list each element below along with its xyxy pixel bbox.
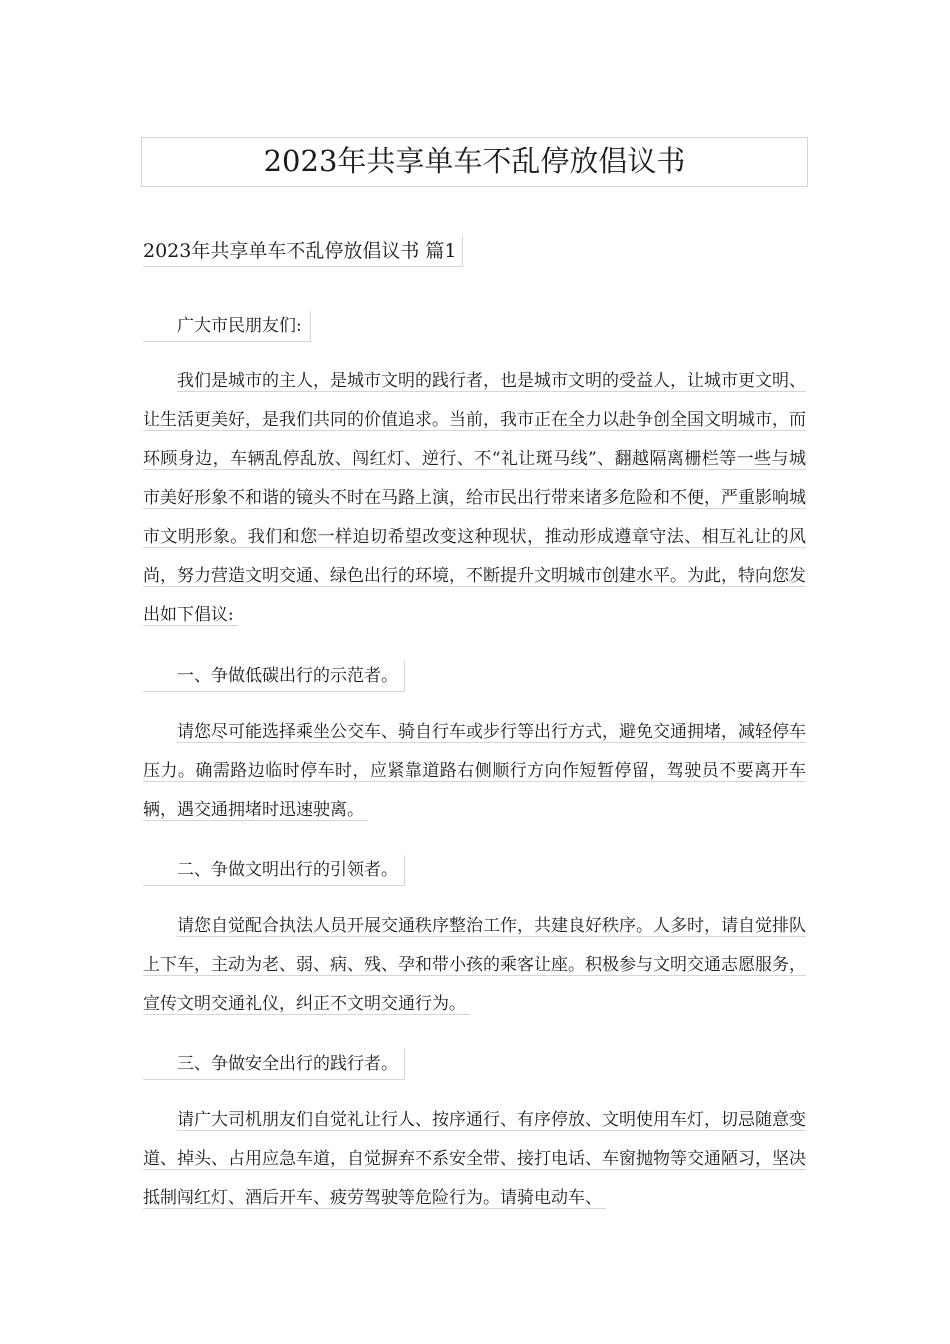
document-subtitle: 2023年共享单车不乱停放倡议书 篇1 — [143, 236, 463, 267]
intro-paragraph-text: 我们是城市的主人，是城市文明的践行者，也是城市文明的受益人，让城市更文明、让生活更美好，是我们共同的价值追求。当前，我市正在全力以赴争创全国文明城市，而环顾身边，车辆乱停乱放、闯红灯、逆行、不“礼让斑马线”、翻越隔离栅栏等一些与城市美好形象不和谐的镜头不时在马路上演，给市民出行带来诸多危险和不便，严重影响城市文明形象。我们和您一样迫切希望改变这种现状，推动形成遵章守法、相互礼让的风尚，努力营造文明交通、绿色出行的环境，不断提升文明城市创建水平。为此，特向您发出如下倡议: — [143, 371, 806, 625]
greeting: 广大市民朋友们: — [143, 311, 311, 342]
section-body-2 — [143, 907, 806, 1024]
document-title — [141, 137, 808, 187]
section-body-2-text: 请您自觉配合执法人员开展交通秩序整治工作，共建良好秩序。人多时，请自觉排队上下车，主动为老、弱、病、残、孕和带小孩的乘客让座。积极参与文明交通志愿服务，宣传文明交通礼仪，纠正不文明交通行为。 — [143, 916, 806, 1014]
section-body-1 — [143, 713, 806, 830]
section-body-3-text: 请广大司机朋友们自觉礼让行人、按序通行、有序停放、文明使用车灯，切忌随意变道、掉头、占用应急车道，自觉摒弃不系安全带、接打电话、车窗抛物等交通陋习，坚决抵制闯红灯、酒后开车、疲劳驾驶等危险行为。请骑电动车、 — [143, 1110, 806, 1208]
intro-paragraph — [143, 362, 806, 635]
section-heading-1: 一、争做低碳出行的示范者。 — [143, 661, 405, 692]
section-heading-2: 二、争做文明出行的引领者。 — [143, 855, 405, 886]
document-title-text: 2023年共享单车不乱停放倡议书 — [263, 144, 686, 178]
section-body-1-text: 请您尽可能选择乘坐公交车、骑自行车或步行等出行方式，避免交通拥堵，减轻停车压力。确需路边临时停车时，应紧靠道路右侧顺行方向作短暂停留，驾驶员不要离开车辆，遇交通拥堵时迅速驶离。 — [143, 722, 806, 820]
section-heading-3: 三、争做安全出行的践行者。 — [143, 1049, 405, 1080]
section-body-3 — [143, 1101, 806, 1218]
